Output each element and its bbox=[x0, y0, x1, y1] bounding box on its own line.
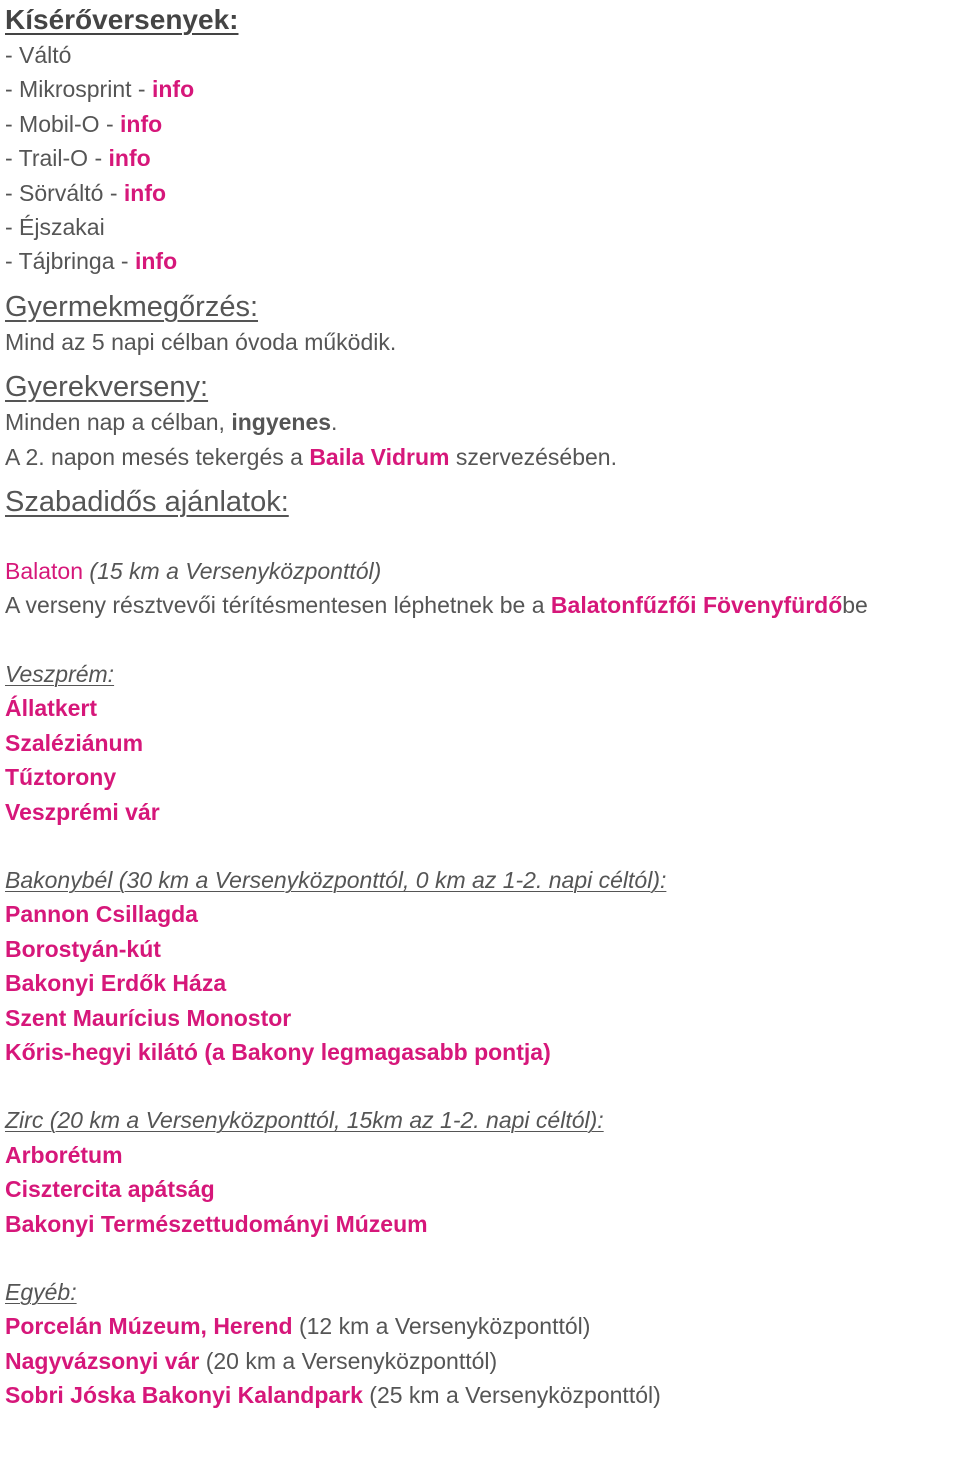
link-bakonyi-termeszettudomanyi-muzeum[interactable]: Bakonyi Természettudományi Múzeum bbox=[5, 1210, 428, 1237]
link-koris-hegyi-kilato[interactable]: Kőris-hegyi kilátó (a Bakony legmagasabb pontja) bbox=[5, 1038, 551, 1065]
link-veszpremi-var[interactable]: Veszprémi vár bbox=[5, 798, 160, 825]
link-nagyvazsonyi-var[interactable]: Nagyvázsonyi vár bbox=[5, 1347, 200, 1374]
heading-gyermekmegorzes: Gyermekmegőrzés: bbox=[5, 290, 259, 323]
fovenyfurdo-link[interactable]: Balatonfűzfői Fövenyfürdő bbox=[550, 592, 843, 619]
heading-kiserőversenyek: Kísérőversenyek: bbox=[5, 4, 239, 35]
link-bakonyi-erdok-haza[interactable]: Bakonyi Erdők Háza bbox=[5, 970, 227, 997]
link-borostyan-kut[interactable]: Borostyán-kút bbox=[5, 935, 161, 962]
link-cisztercita-apatsag[interactable]: Cisztercita apátság bbox=[5, 1176, 215, 1203]
info-link-mobil-o[interactable]: info bbox=[120, 110, 163, 137]
link-szalezianum[interactable]: Szaléziánum bbox=[5, 729, 144, 756]
link-szent-mauricius-monostor[interactable]: Szent Maurícius Monostor bbox=[5, 1004, 292, 1031]
heading-zirc: Zirc (20 km a Versenyközponttól, 15km az 1-2. napi céltól): bbox=[5, 1107, 604, 1134]
link-tuztorony[interactable]: Tűztorony bbox=[5, 764, 117, 791]
list-item: Nagyvázsonyi vár (20 km a Versenyközponttól) bbox=[5, 1347, 498, 1374]
info-link-tajbringa[interactable]: info bbox=[134, 248, 178, 275]
list-item: - Trail-O - info bbox=[5, 145, 151, 172]
ingyenes-emphasis: ingyenes bbox=[231, 409, 332, 436]
link-arboretum[interactable]: Arborétum bbox=[5, 1141, 123, 1168]
heading-veszprem: Veszprém: bbox=[5, 660, 115, 687]
balaton-line: Balaton (15 km a Versenyközponttól) bbox=[5, 558, 382, 585]
info-link-mikrosprint[interactable]: info bbox=[151, 76, 195, 103]
link-porcelan-muzeum[interactable]: Porcelán Múzeum, Herend bbox=[5, 1313, 293, 1340]
info-link-trail-o[interactable]: info bbox=[108, 145, 151, 172]
paragraph: A verseny résztvevői térítésmentesen léphetnek be a Balatonfűzfői Fövenyfürdőbe bbox=[5, 592, 868, 619]
paragraph: Minden nap a célban, ingyenes. bbox=[5, 409, 338, 436]
list-item: - Sörváltó - info bbox=[5, 179, 167, 206]
list-item: - Váltó bbox=[5, 42, 72, 68]
paragraph: A 2. napon mesés tekergés a Baila Vidrum szervezésében. bbox=[5, 443, 617, 470]
list-item: Sobri Jóska Bakonyi Kalandpark (25 km a Versenyközponttól) bbox=[5, 1382, 661, 1409]
heading-egyeb: Egyéb: bbox=[5, 1278, 77, 1305]
info-link-sorvalto[interactable]: info bbox=[123, 179, 167, 206]
list-item: Porcelán Múzeum, Herend (12 km a Versenyközponttól) bbox=[5, 1313, 591, 1340]
heading-gyerekverseny: Gyerekverseny: bbox=[5, 371, 209, 404]
link-sobri-joska-kalandpark[interactable]: Sobri Jóska Bakonyi Kalandpark bbox=[5, 1382, 363, 1409]
paragraph: Mind az 5 napi célban óvoda működik. bbox=[5, 328, 397, 355]
list-item: - Tájbringa - info bbox=[5, 248, 178, 275]
link-pannon-csillagda[interactable]: Pannon Csillagda bbox=[5, 901, 198, 928]
list-item: - Éjszakai bbox=[5, 214, 105, 241]
list-item: - Mikrosprint - info bbox=[5, 76, 195, 103]
list-item: - Mobil-O - info bbox=[5, 110, 163, 137]
heading-szabadidos-ajanlatok: Szabadidős ajánlatok: bbox=[5, 486, 289, 519]
link-allatkert[interactable]: Állatkert bbox=[5, 695, 98, 722]
balaton-link[interactable]: Balaton bbox=[5, 558, 84, 585]
heading-bakonybel: Bakonybél (30 km a Versenyközponttól, 0 km az 1-2. napi céltól): bbox=[5, 866, 667, 893]
baila-vidrum-link[interactable]: Baila Vidrum bbox=[309, 443, 450, 470]
